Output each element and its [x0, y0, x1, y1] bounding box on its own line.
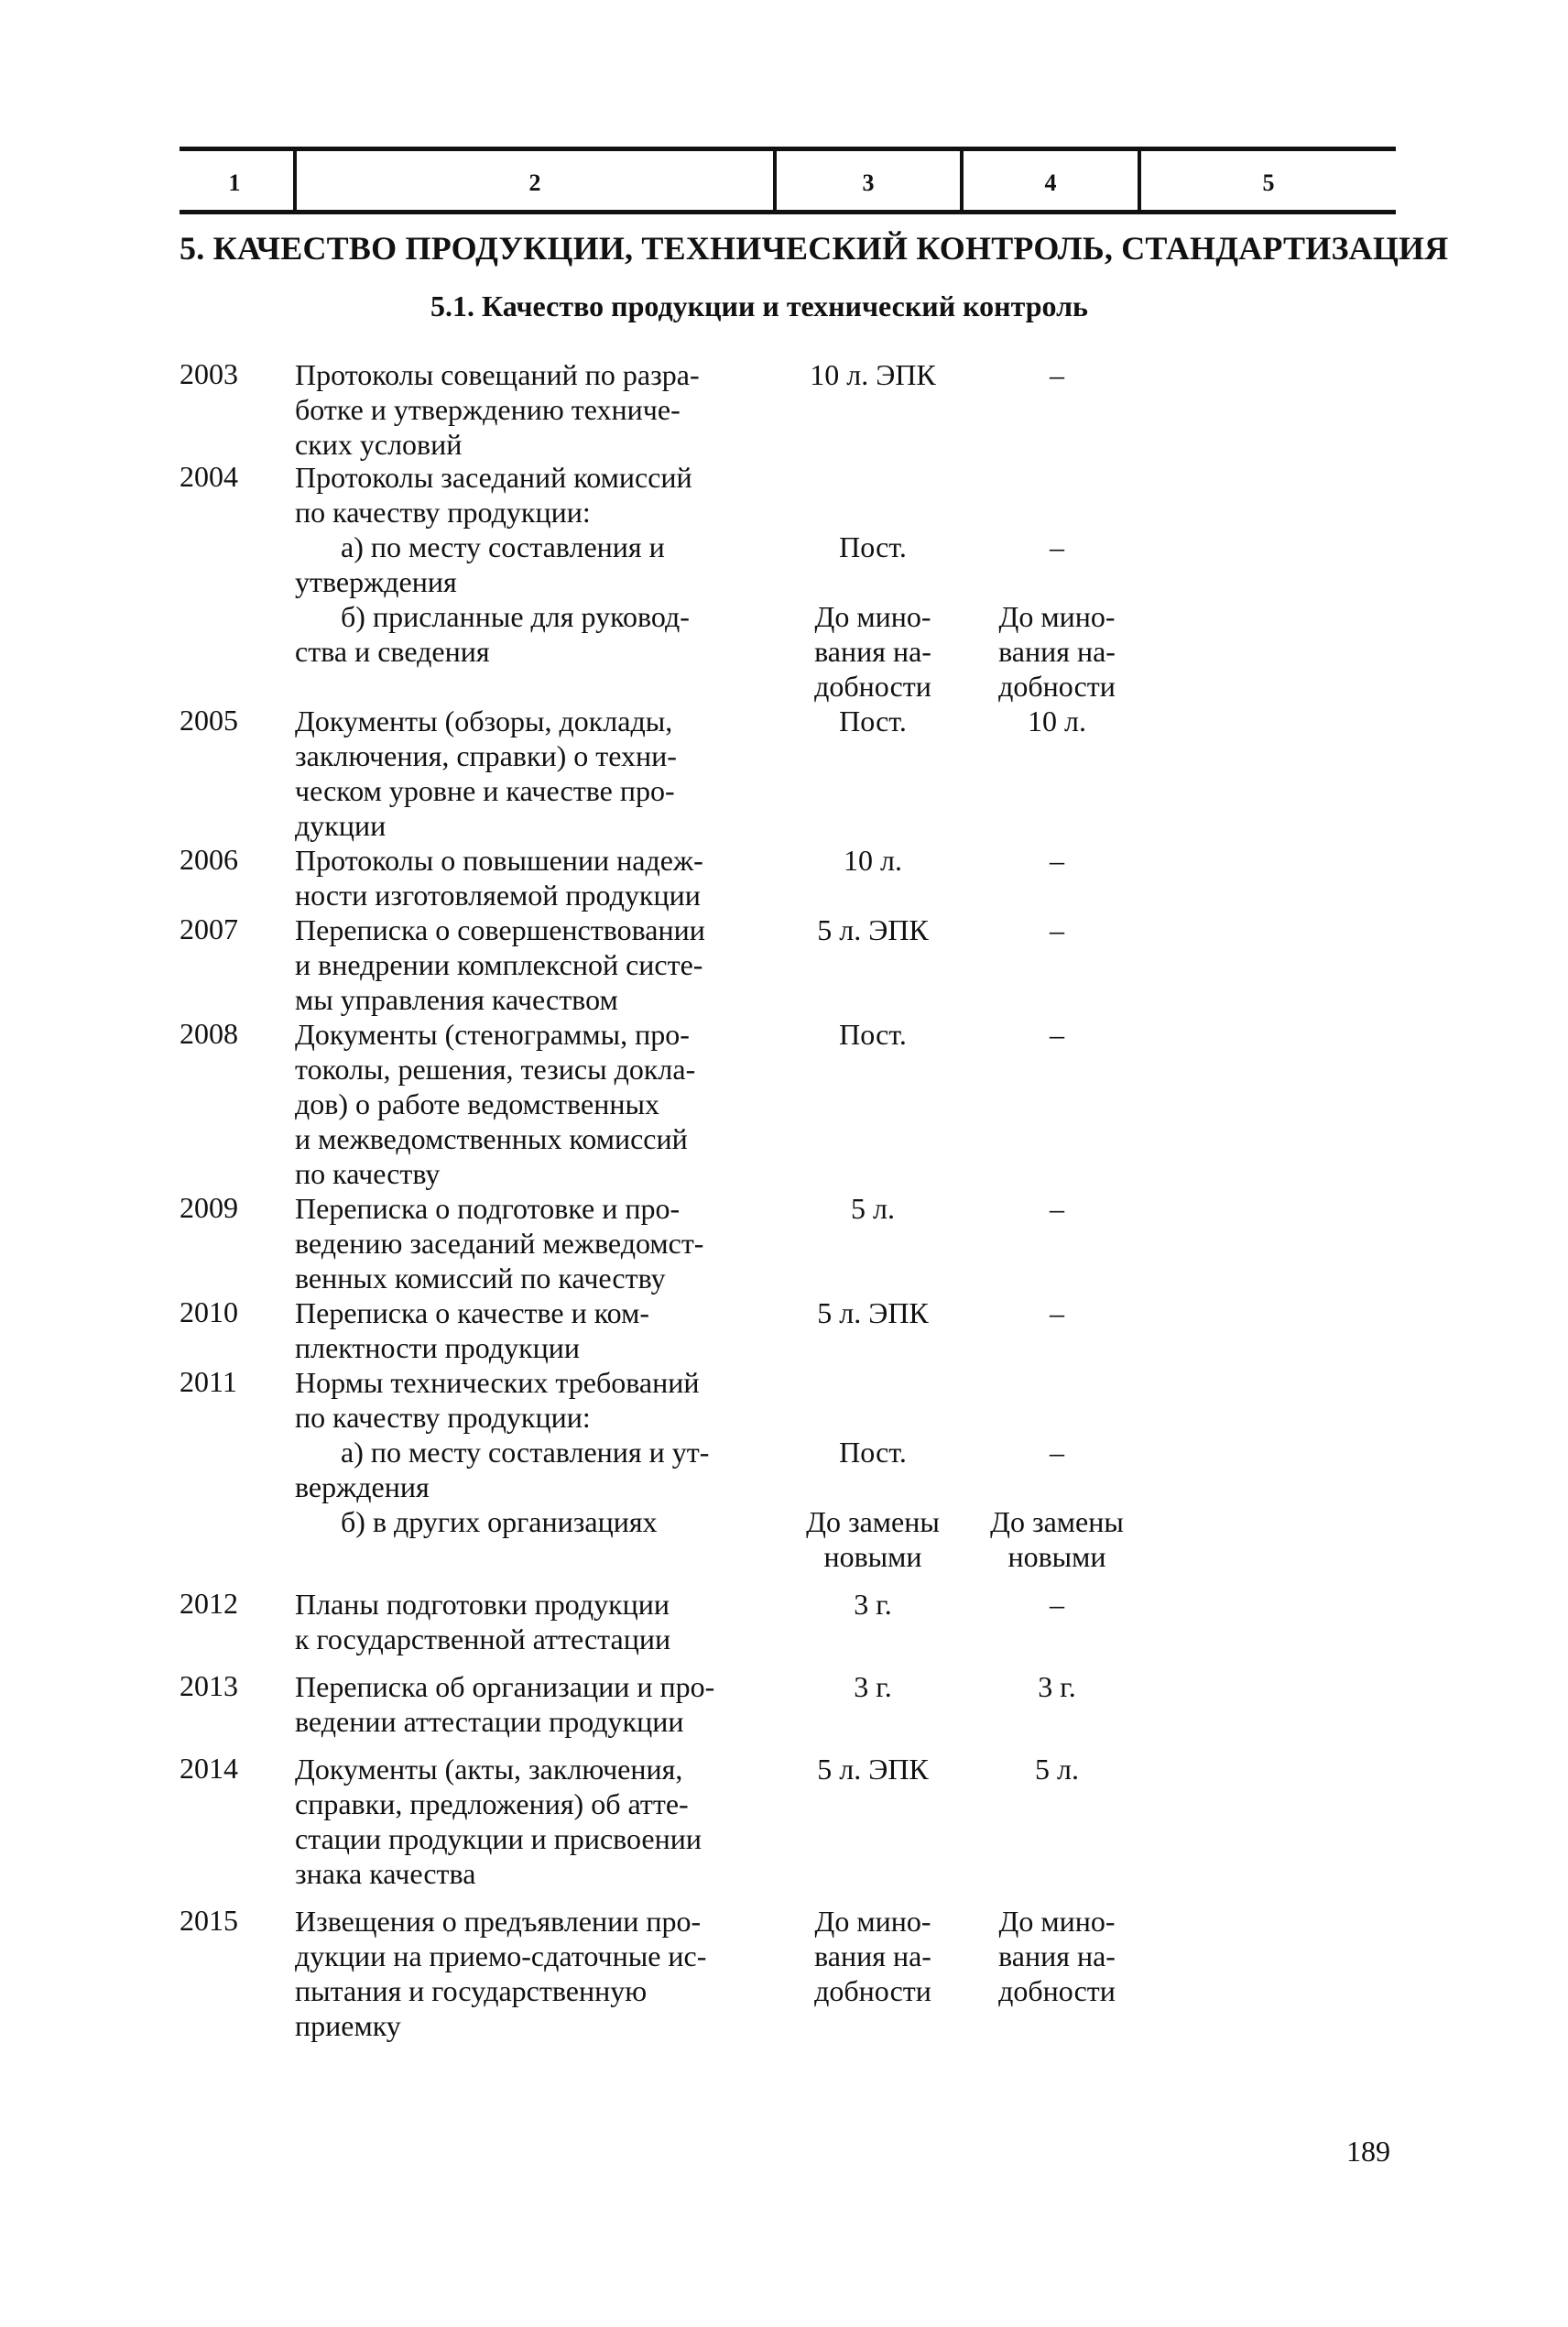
entry-description: Нормы технических требований по качеству продукции: [295, 1366, 700, 1434]
entry-description: Извещения о предъявлении про- дукции на приемо-сдаточные ис- пытания и государственную приемку [295, 1905, 707, 2042]
retention-term: Пост. [839, 1018, 907, 1051]
retention-term: Пост. [839, 705, 907, 737]
retention-term-alt: 5 л. [1035, 1753, 1079, 1786]
entry-number: 2006 [180, 843, 238, 876]
entry-number: 2012 [180, 1587, 238, 1620]
retention-term-alt: – [1050, 844, 1064, 877]
retention-term-alt: – [1050, 1588, 1064, 1621]
retention-term-alt: 3 г. [1038, 1670, 1076, 1703]
column-header [180, 147, 1396, 214]
entry-description: Протоколы совещаний по разра- ботке и утверждению техниче- ских условий [295, 358, 700, 461]
column-header-2: 2 [528, 169, 541, 196]
column-header-1: 1 [228, 169, 241, 196]
entry-description: б) в других организациях [341, 1505, 658, 1538]
entry-number: 2009 [180, 1191, 238, 1224]
retention-term: 5 л. [851, 1192, 895, 1225]
entry-description: Переписка о качестве и ком- плектности продукции [295, 1296, 649, 1364]
entry-description: Планы подготовки продукции к государственной аттестации [295, 1588, 671, 1655]
retention-term-alt: – [1050, 530, 1064, 563]
retention-term-alt: – [1050, 1018, 1064, 1051]
entry-description: Документы (стенограммы, про- токолы, решения, тезисы докла- дов) о работе ведомственных и межведомственных комиссий по качеству [295, 1018, 696, 1190]
entry-description: Переписка о подготовке и про- ведению заседаний межведомст- венных комиссий по качеству [295, 1192, 704, 1295]
column-header-5: 5 [1262, 169, 1275, 196]
entry-description: Переписка о совершенствовании и внедрении комплексной систе- мы управления качеством [295, 913, 705, 1016]
retention-term-alt: 10 л. [1028, 705, 1086, 737]
entry-number: 2007 [180, 912, 238, 945]
entry-number: 2013 [180, 1669, 238, 1702]
entry-number: 2008 [180, 1017, 238, 1050]
retention-term-alt: – [1050, 1436, 1064, 1469]
retention-term: 10 л. [844, 844, 902, 877]
entry-number: 2004 [180, 460, 238, 493]
entry-description: Документы (обзоры, доклады, заключения, справки) о техни- ческом уровне и качестве про- дукции [295, 705, 677, 842]
retention-term: До мино- вания на- добности [814, 1905, 931, 2007]
column-header-4: 4 [1044, 169, 1057, 196]
entry-description: б) присланные для руковод- ства и сведения [295, 600, 690, 668]
entry-number: 2005 [180, 704, 238, 737]
entry-description: а) по месту составления и ут- верждения [295, 1436, 710, 1503]
entry-description: Документы (акты, заключения, справки, предложения) об атте- стации продукции и присвоении знака качества [295, 1753, 702, 1890]
entry-description: а) по месту составления и утверждения [295, 530, 665, 598]
retention-term-alt: – [1050, 1192, 1064, 1225]
retention-term: Пост. [839, 530, 907, 563]
retention-term: 5 л. ЭПК [817, 1753, 929, 1786]
entry-number: 2010 [180, 1295, 238, 1328]
entry-description: Протоколы заседаний комиссий по качеству продукции: [295, 461, 692, 529]
retention-term-alt: – [1050, 913, 1064, 946]
retention-term: 5 л. ЭПК [817, 913, 929, 946]
entry-number: 2015 [180, 1904, 238, 1937]
retention-term: 10 л. ЭПК [810, 358, 936, 391]
retention-term: До мино- вания на- добности [814, 600, 931, 703]
retention-term: 5 л. ЭПК [817, 1296, 929, 1329]
entry-description: Переписка об организации и про- ведении аттестации продукции [295, 1670, 715, 1738]
retention-term-alt: До замены новыми [990, 1505, 1124, 1573]
entry-number: 2003 [180, 357, 238, 390]
retention-term: 3 г. [854, 1588, 892, 1621]
retention-term: Пост. [839, 1436, 907, 1469]
section-title: 5. КАЧЕСТВО ПРОДУКЦИИ, ТЕХНИЧЕСКИЙ КОНТРОЛЬ, СТАНДАРТИЗАЦИЯ [180, 230, 1449, 267]
retention-term: 3 г. [854, 1670, 892, 1703]
entry-description: Протоколы о повышении надеж- ности изготовляемой продукции [295, 844, 703, 912]
column-header-3: 3 [862, 169, 875, 196]
page-number: 189 [1346, 2135, 1390, 2168]
entry-number: 2011 [180, 1365, 237, 1398]
retention-term-alt: – [1050, 358, 1064, 391]
subsection-title: 5.1. Качество продукции и технический контроль [430, 290, 1088, 322]
retention-term-alt: До мино- вания на- добности [998, 1905, 1116, 2007]
entry-number: 2014 [180, 1752, 238, 1785]
retention-term: До замены новыми [806, 1505, 940, 1573]
retention-term-alt: – [1050, 1296, 1064, 1329]
retention-term-alt: До мино- вания на- добности [998, 600, 1116, 703]
